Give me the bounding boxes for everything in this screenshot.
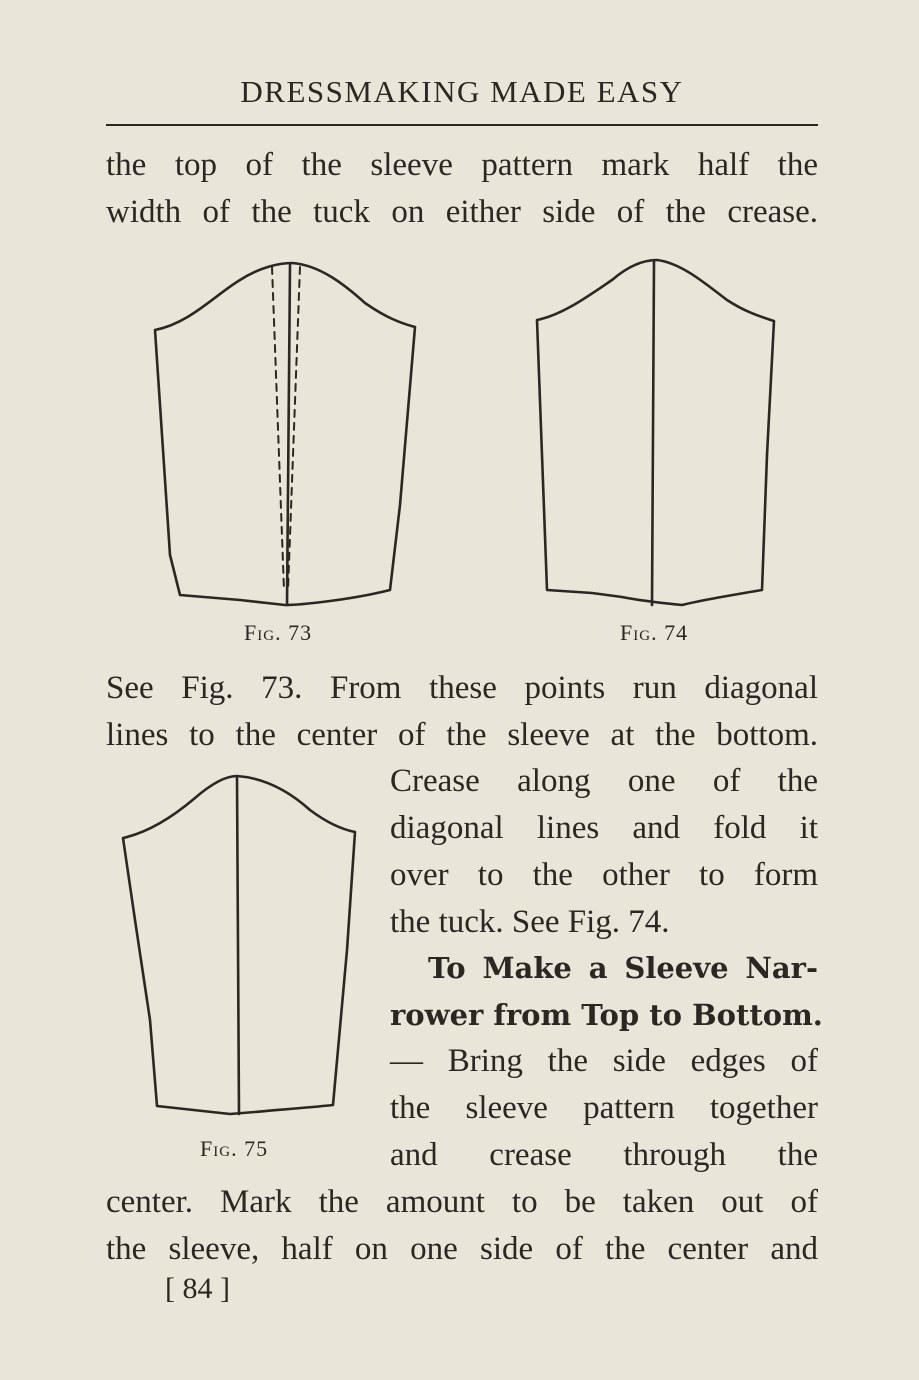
text-line: over to the other to form [390, 857, 818, 893]
text-line: and crease through the [390, 1137, 818, 1173]
text-line: width of the tuck on either side of the crease. [106, 194, 818, 230]
section-heading: To Make a Sleeve Nar- [428, 951, 818, 985]
page-number: [ 84 ] [165, 1272, 230, 1305]
text-line: center. Mark the amount to be taken out of [106, 1184, 818, 1220]
text-line: the top of the sleeve pattern mark half the [106, 147, 818, 183]
text-line: See Fig. 73. From these points run diagonal [106, 670, 818, 706]
figure-74-caption: Fig. 74 [620, 620, 689, 645]
text-line: diagonal lines and fold it [390, 810, 818, 846]
figure-73-caption: Fig. 73 [244, 620, 313, 645]
header-rule [106, 124, 818, 126]
section-heading: rower from Top to Bottom. [390, 998, 823, 1032]
figure-74-sleeve-pattern [532, 255, 782, 615]
text-line: the sleeve pattern together [390, 1090, 818, 1126]
text-line: — Bring the side edges of [390, 1043, 818, 1079]
text-line: Crease along one of the [390, 763, 818, 799]
figure-75-caption: Fig. 75 [200, 1136, 269, 1161]
text-line: lines to the center of the sleeve at the bottom. [106, 717, 818, 753]
text-line: the tuck. See Fig. 74. [390, 904, 670, 940]
figure-75-sleeve-pattern [115, 770, 365, 1120]
figure-73-sleeve-pattern [150, 255, 425, 615]
text-line: the sleeve, half on one side of the center and [106, 1231, 818, 1267]
running-head: DRESSMAKING MADE EASY [240, 74, 684, 109]
